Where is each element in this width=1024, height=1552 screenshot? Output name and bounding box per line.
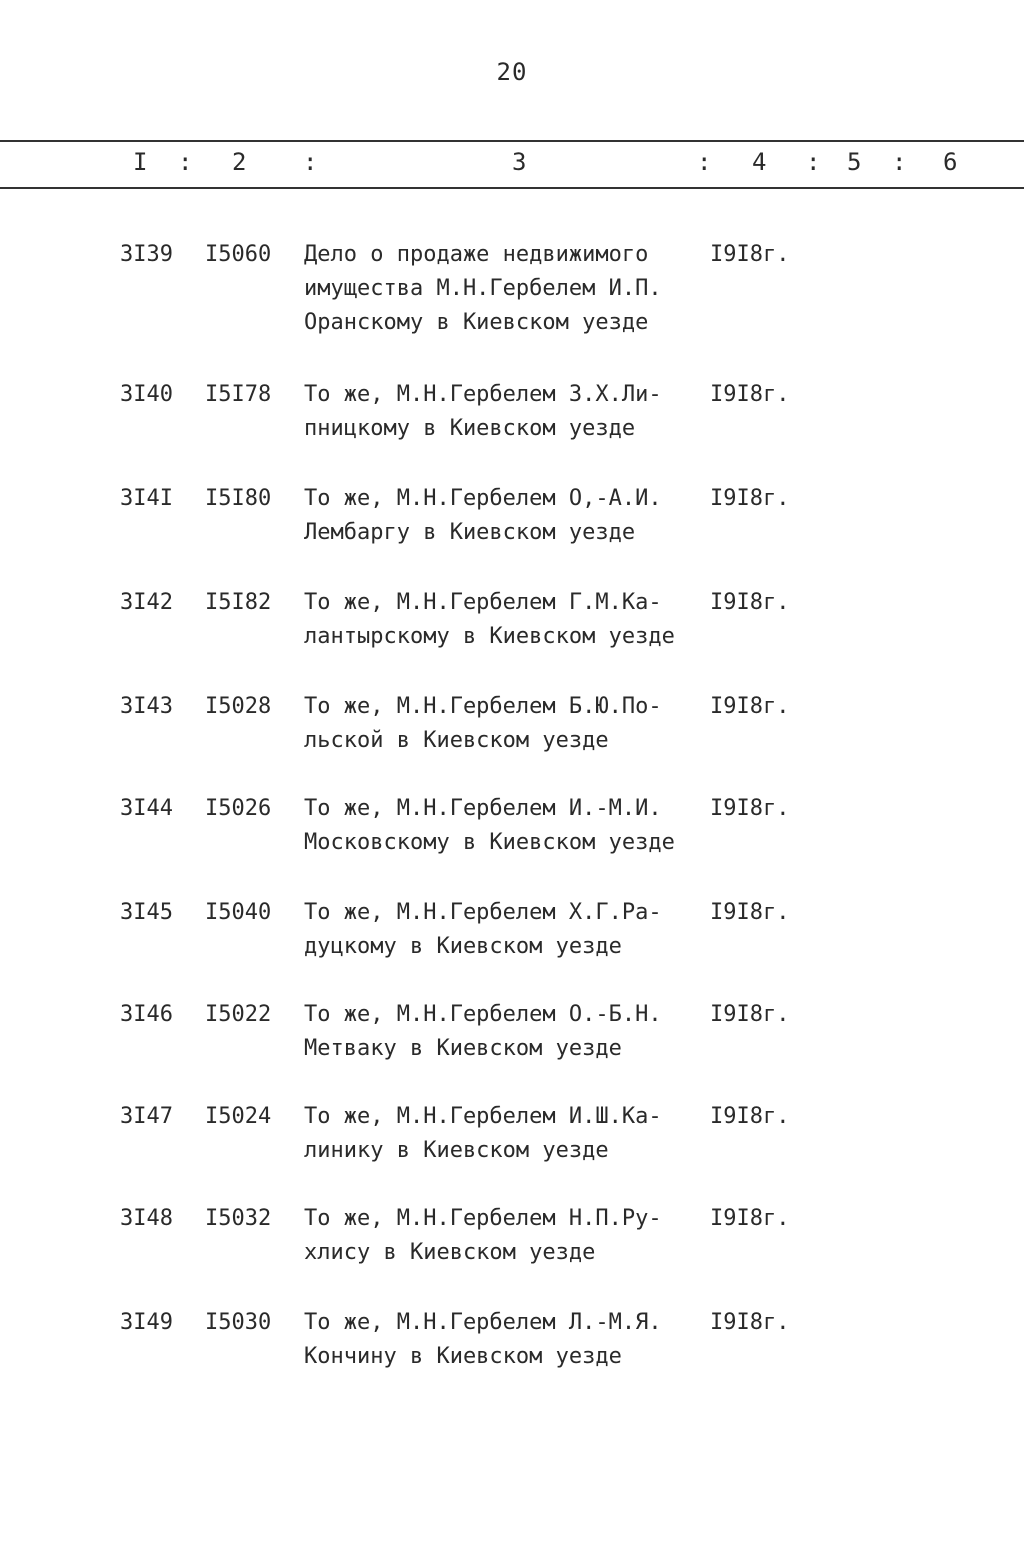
entry-year: I9I8г. [710, 1002, 790, 1027]
entry-year: I9I8г. [710, 382, 790, 407]
entry-description: То же, М.Н.Гербелем И.-М.И. Московскому в Киевском уезде [304, 796, 675, 855]
column-separator: : [697, 148, 712, 176]
entry-number: 3I39 [120, 242, 173, 267]
column-header-2: 2 [232, 148, 247, 176]
entry-number: 3I42 [120, 590, 173, 615]
entry-year: I9I8г. [710, 590, 790, 615]
entry-number: 3I45 [120, 900, 173, 925]
entry-number: 3I4I [120, 486, 173, 511]
entry-number: 3I46 [120, 1002, 173, 1027]
entry-year: I9I8г. [710, 1104, 790, 1129]
entry-file-number: I5026 [205, 796, 272, 821]
entry-year: I9I8г. [710, 796, 790, 821]
entry-description: То же, М.Н.Гербелем О,-А.И. Лембаргу в Киевском уезде [304, 486, 662, 545]
column-header-5: 5 [847, 148, 862, 176]
entry-file-number: I5028 [205, 694, 272, 719]
entry-year: I9I8г. [710, 1310, 790, 1335]
entry-file-number: I5I82 [205, 590, 272, 615]
entry-file-number: I5022 [205, 1002, 272, 1027]
entry-file-number: I5I80 [205, 486, 272, 511]
entry-file-number: I5030 [205, 1310, 272, 1335]
entry-file-number: I5040 [205, 900, 272, 925]
entry-description: Дело о продаже недвижимого имущества М.Н.Гербелем И.П. Оранскому в Киевском уезде [304, 242, 662, 335]
entry-description: То же, М.Н.Гербелем Б.Ю.По- льской в Киевском уезде [304, 694, 662, 753]
entry-year: I9I8г. [710, 486, 790, 511]
column-header-row [0, 146, 1024, 182]
column-separator: : [892, 148, 907, 176]
entry-description: То же, М.Н.Гербелем Н.П.Ру- хлису в Киевском уезде [304, 1206, 662, 1265]
entry-number: 3I48 [120, 1206, 173, 1231]
entry-number: 3I40 [120, 382, 173, 407]
column-separator: : [303, 148, 318, 176]
column-header-1: I [133, 148, 148, 176]
entry-year: I9I8г. [710, 694, 790, 719]
page-number: 20 [496, 58, 528, 86]
entry-number: 3I44 [120, 796, 173, 821]
column-separator: : [806, 148, 821, 176]
entry-file-number: I5032 [205, 1206, 272, 1231]
column-separator: : [178, 148, 193, 176]
entry-number: 3I47 [120, 1104, 173, 1129]
entry-number: 3I49 [120, 1310, 173, 1335]
entry-file-number: I5024 [205, 1104, 272, 1129]
entry-description: То же, М.Н.Гербелем И.Ш.Ка- линику в Киевском уезде [304, 1104, 662, 1163]
entry-year: I9I8г. [710, 900, 790, 925]
entry-description: То же, М.Н.Гербелем З.Х.Ли- пницкому в Киевском уезде [304, 382, 662, 441]
entry-file-number: I5060 [205, 242, 272, 267]
entry-description: То же, М.Н.Гербелем Х.Г.Ра- дуцкому в Киевском уезде [304, 900, 662, 959]
header-rule-top [0, 140, 1024, 142]
column-header-4: 4 [752, 148, 767, 176]
column-header-6: 6 [943, 148, 958, 176]
entry-description: То же, М.Н.Гербелем Г.М.Ка- лантырскому в Киевском уезде [304, 590, 675, 649]
entry-file-number: I5I78 [205, 382, 272, 407]
entry-description: То же, М.Н.Гербелем Л.-М.Я. Кончину в Киевском уезде [304, 1310, 662, 1369]
entry-year: I9I8г. [710, 1206, 790, 1231]
header-rule-bottom [0, 187, 1024, 189]
entry-year: I9I8г. [710, 242, 790, 267]
entry-description: То же, М.Н.Гербелем О.-Б.Н. Метваку в Киевском уезде [304, 1002, 662, 1061]
entry-number: 3I43 [120, 694, 173, 719]
column-header-3: 3 [512, 148, 527, 176]
